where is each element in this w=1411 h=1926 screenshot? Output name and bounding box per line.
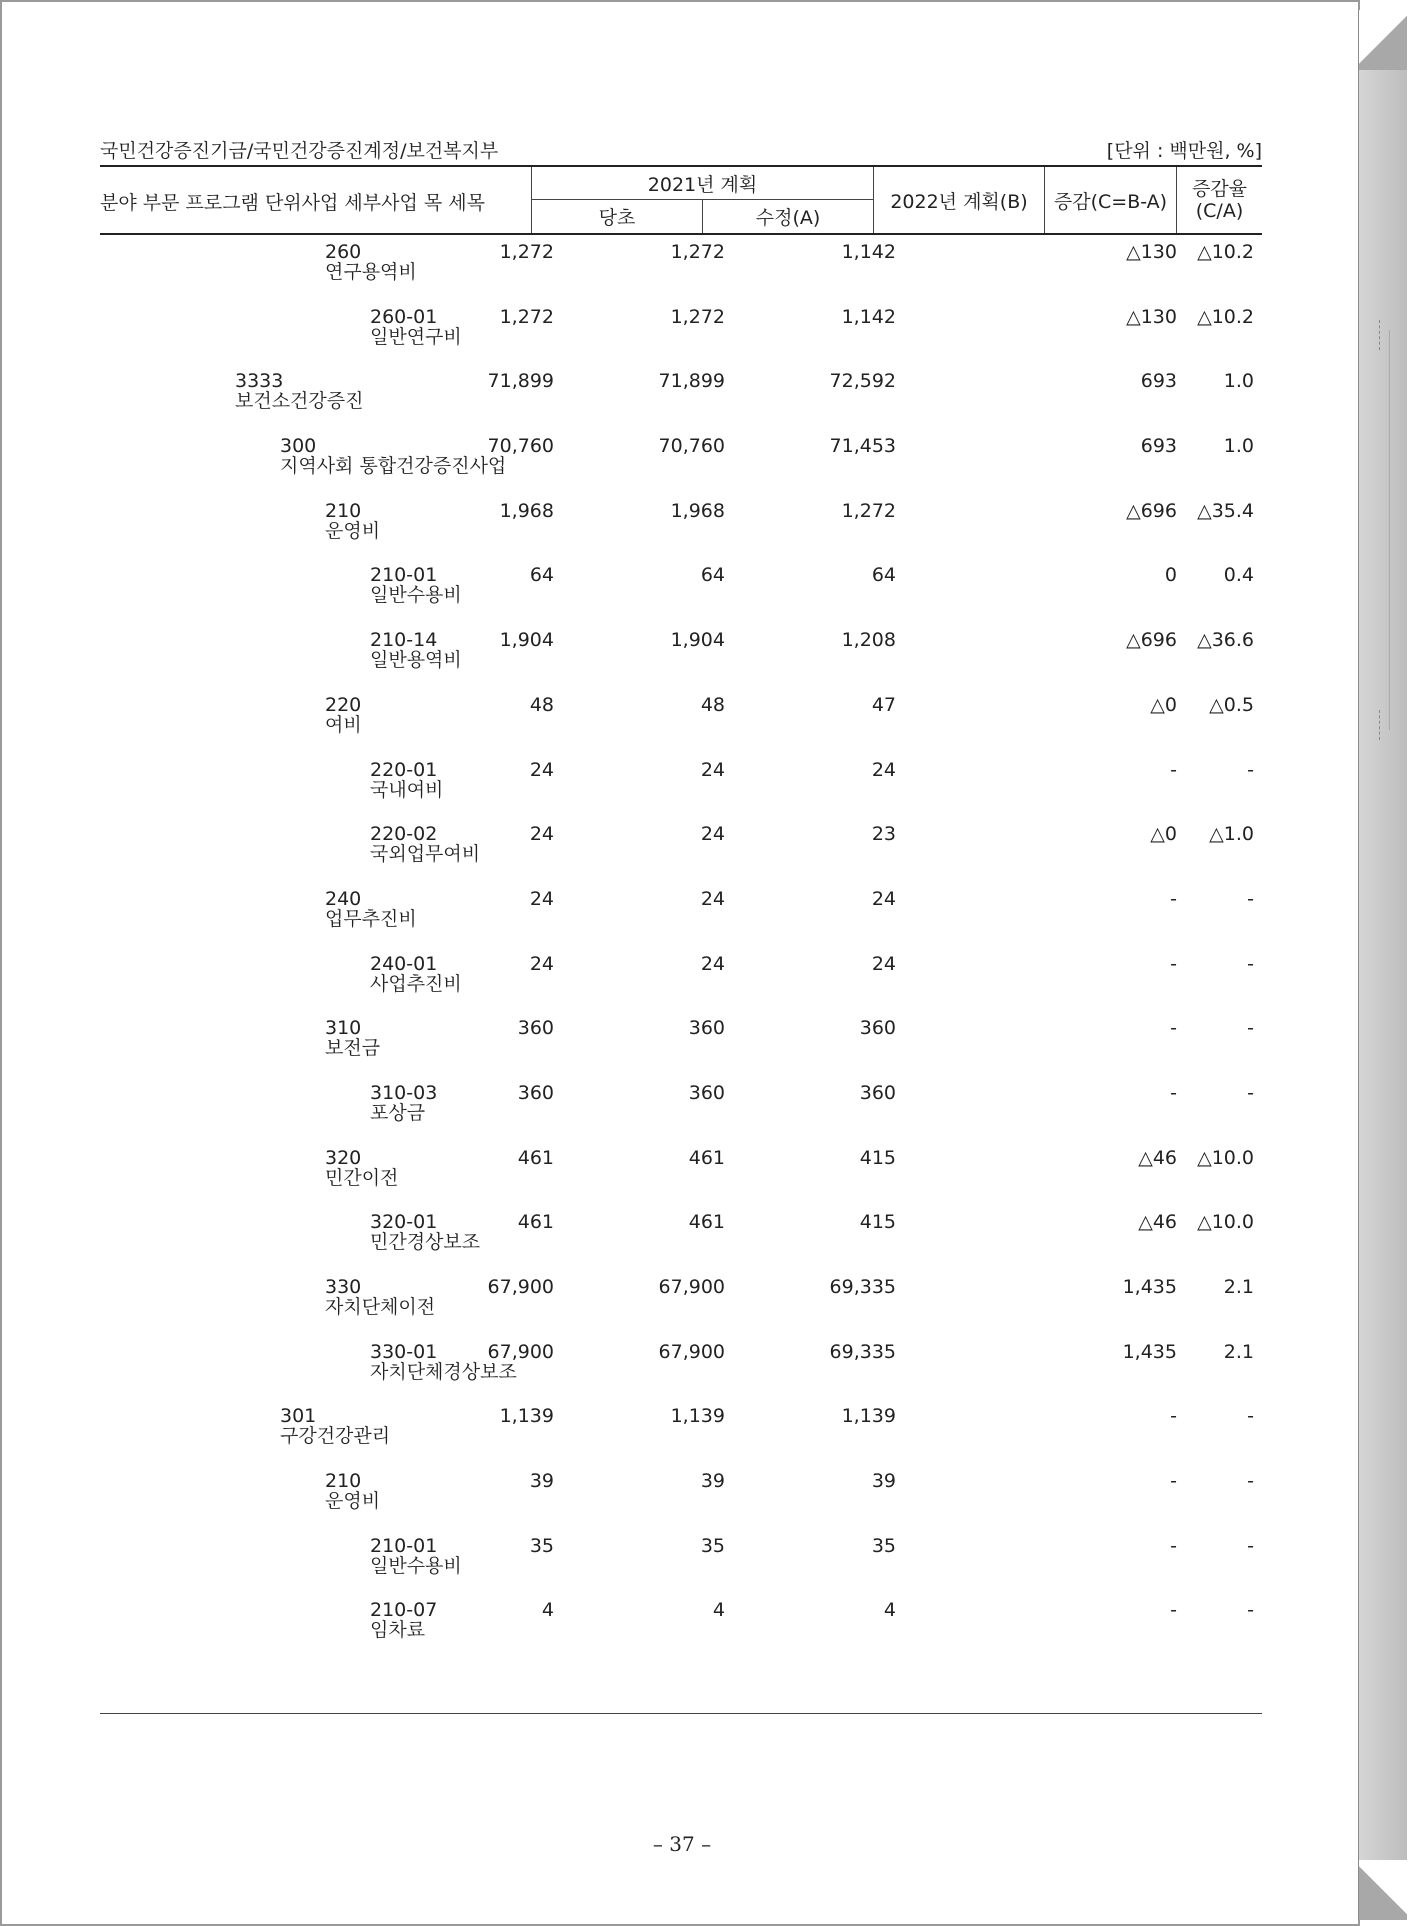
row-revised: 67,900	[658, 1276, 725, 1298]
row-diff: 693	[1140, 435, 1177, 458]
row-initial: 24	[529, 887, 554, 910]
row-rate: -	[1247, 758, 1254, 781]
row-initial: 67,900	[487, 1276, 554, 1298]
row-revised: 64	[700, 564, 725, 587]
row-revised: 360	[688, 1081, 725, 1104]
row-initial: 1,968	[499, 499, 554, 522]
row-diff: △46	[1138, 1146, 1177, 1169]
row-name: 일반용역비	[370, 649, 462, 672]
row-diff: -	[1170, 1081, 1177, 1104]
row-code: 220-02	[370, 823, 438, 846]
row-code: 320-01	[370, 1211, 438, 1234]
header-revised: 수정(A)	[703, 200, 874, 233]
row-rate: △10.2	[1197, 305, 1254, 328]
row-name: 여비	[325, 713, 362, 736]
row-revised: 360	[688, 1017, 725, 1040]
row-code: 330	[325, 1276, 362, 1298]
row-name: 국내여비	[370, 778, 444, 801]
row-diff: -	[1170, 758, 1177, 781]
row-initial: 4	[541, 1599, 554, 1622]
row-code: 320	[325, 1146, 362, 1169]
row-initial: 64	[529, 564, 554, 587]
row-plan-2022: 1,142	[841, 305, 896, 328]
row-name: 민간이전	[325, 1166, 399, 1189]
row-diff: △130	[1126, 305, 1177, 328]
row-revised: 461	[688, 1211, 725, 1234]
row-code: 210-01	[370, 1534, 438, 1557]
row-code: 210-07	[370, 1599, 438, 1622]
row-plan-2022: 415	[859, 1146, 896, 1169]
row-plan-2022: 4	[883, 1599, 896, 1622]
row-initial: 1,904	[499, 629, 554, 652]
table-row	[100, 234, 1262, 299]
row-code: 210	[325, 499, 362, 522]
row-name: 자치단체경상보조	[370, 1360, 517, 1383]
row-diff: -	[1170, 1405, 1177, 1428]
row-diff: △46	[1138, 1211, 1177, 1234]
row-plan-2022: 23	[871, 823, 896, 846]
row-rate: △10.2	[1197, 241, 1254, 263]
row-code: 3333	[235, 370, 284, 393]
header-unit: [단위 : 백만원, %]	[1106, 140, 1262, 162]
row-rate: △1.0	[1209, 823, 1254, 846]
row-diff: 693	[1140, 370, 1177, 393]
table-row	[100, 1463, 1262, 1528]
table-row	[100, 622, 1262, 687]
row-plan-2022: 71,453	[829, 435, 896, 458]
row-revised: 4	[712, 1599, 725, 1622]
row-diff: -	[1170, 1534, 1177, 1557]
table-row	[100, 752, 1262, 817]
header-diff: 증감(C=B-A)	[1045, 167, 1177, 233]
row-code: 210-01	[370, 564, 438, 587]
row-diff: -	[1170, 1017, 1177, 1040]
table-row	[100, 1334, 1262, 1399]
row-initial: 70,760	[487, 435, 554, 458]
edge-mark	[1379, 710, 1380, 740]
row-plan-2022: 69,335	[829, 1276, 896, 1298]
row-initial: 35	[529, 1534, 554, 1557]
row-revised: 24	[700, 952, 725, 975]
bottom-rule	[100, 1713, 1262, 1714]
row-plan-2022: 35	[871, 1534, 896, 1557]
row-name: 일반수용비	[370, 584, 462, 607]
table-row	[100, 428, 1262, 493]
row-revised: 1,904	[670, 629, 725, 652]
row-name: 운영비	[325, 1490, 381, 1513]
row-initial: 39	[529, 1470, 554, 1493]
row-rate: 1.0	[1223, 435, 1254, 458]
row-revised: 24	[700, 823, 725, 846]
row-plan-2022: 64	[871, 564, 896, 587]
row-code: 210	[325, 1470, 362, 1493]
row-rate: △10.0	[1197, 1211, 1254, 1234]
row-plan-2022: 1,139	[841, 1405, 896, 1428]
header-plan-2022: 2022년 계획(B)	[874, 167, 1045, 233]
table-row	[100, 816, 1262, 881]
row-plan-2022: 360	[859, 1017, 896, 1040]
page-fold-bottom	[1359, 1860, 1407, 1920]
row-name: 보건소건강증진	[235, 390, 364, 413]
row-initial: 360	[517, 1017, 554, 1040]
row-rate: -	[1247, 887, 1254, 910]
row-diff: -	[1170, 952, 1177, 975]
row-diff: △0	[1150, 693, 1177, 716]
row-rate: 2.1	[1223, 1276, 1254, 1298]
row-plan-2022: 415	[859, 1211, 896, 1234]
table-header	[100, 165, 1262, 235]
row-code: 301	[280, 1405, 317, 1428]
row-initial: 360	[517, 1081, 554, 1104]
row-code: 300	[280, 435, 317, 458]
table-row	[100, 1140, 1262, 1205]
row-code: 310	[325, 1017, 362, 1040]
row-code: 220-01	[370, 758, 438, 781]
row-revised: 1,272	[670, 305, 725, 328]
row-revised: 461	[688, 1146, 725, 1169]
page-curl-edge	[1358, 10, 1407, 1920]
row-rate: -	[1247, 1599, 1254, 1622]
row-name: 운영비	[325, 519, 381, 542]
row-initial: 67,900	[487, 1340, 554, 1363]
row-plan-2022: 1,142	[841, 241, 896, 263]
row-plan-2022: 47	[871, 693, 896, 716]
page-number: – 37 –	[652, 1832, 712, 1856]
row-initial: 24	[529, 758, 554, 781]
row-plan-2022: 1,272	[841, 499, 896, 522]
row-revised: 24	[700, 758, 725, 781]
row-diff: △130	[1126, 241, 1177, 263]
row-initial: 24	[529, 952, 554, 975]
table-row	[100, 1269, 1262, 1334]
row-rate: △36.6	[1197, 629, 1254, 652]
row-revised: 67,900	[658, 1340, 725, 1363]
row-diff: -	[1170, 887, 1177, 910]
row-rate: -	[1247, 1081, 1254, 1104]
row-rate: -	[1247, 1405, 1254, 1428]
table-row	[100, 1010, 1262, 1075]
row-name: 포상금	[370, 1101, 426, 1124]
table-row	[100, 1398, 1262, 1463]
table-body	[100, 234, 1262, 1657]
table-row	[100, 363, 1262, 428]
row-name: 사업추진비	[370, 972, 462, 995]
header-rate	[1177, 167, 1262, 233]
row-rate: -	[1247, 952, 1254, 975]
row-code: 260	[325, 241, 362, 263]
row-rate: -	[1247, 1534, 1254, 1557]
row-code: 210-14	[370, 629, 438, 652]
row-revised: 48	[700, 693, 725, 716]
row-name: 지역사회 통합건강증진사업	[280, 455, 507, 478]
row-code: 310-03	[370, 1081, 438, 1104]
table-row	[100, 687, 1262, 752]
row-name: 일반수용비	[370, 1554, 462, 1577]
table-row	[100, 946, 1262, 1011]
page-fold-top	[1359, 10, 1407, 70]
header-initial: 당초	[532, 200, 703, 233]
table-row	[100, 493, 1262, 558]
table-row	[100, 1075, 1262, 1140]
row-initial: 1,272	[499, 305, 554, 328]
row-revised: 35	[700, 1534, 725, 1557]
row-revised: 1,968	[670, 499, 725, 522]
row-name: 연구용역비	[325, 261, 417, 283]
row-name: 국외업무여비	[370, 843, 481, 866]
row-diff: 1,435	[1122, 1276, 1177, 1298]
row-rate: 0.4	[1223, 564, 1254, 587]
row-code: 330-01	[370, 1340, 438, 1363]
row-name: 자치단체이전	[325, 1296, 436, 1318]
row-plan-2022: 72,592	[829, 370, 896, 393]
row-code: 240	[325, 887, 362, 910]
row-plan-2022: 24	[871, 952, 896, 975]
row-initial: 461	[517, 1146, 554, 1169]
row-code: 220	[325, 693, 362, 716]
row-revised: 71,899	[658, 370, 725, 393]
row-revised: 39	[700, 1470, 725, 1493]
row-name: 민간경상보조	[370, 1231, 481, 1254]
row-plan-2022: 24	[871, 758, 896, 781]
table-row	[100, 1204, 1262, 1269]
row-name: 임차료	[370, 1619, 426, 1642]
row-diff: 1,435	[1122, 1340, 1177, 1363]
row-diff: 0	[1164, 564, 1177, 587]
row-rate: △0.5	[1209, 693, 1254, 716]
row-name: 업무추진비	[325, 907, 417, 930]
row-plan-2022: 24	[871, 887, 896, 910]
table-row	[100, 881, 1262, 946]
header-field-columns: 분야 부문 프로그램 단위사업 세부사업 목 세목	[100, 167, 532, 233]
row-rate: △35.4	[1197, 499, 1254, 522]
row-rate: -	[1247, 1470, 1254, 1493]
row-name: 보전금	[325, 1037, 381, 1060]
row-initial: 48	[529, 693, 554, 716]
row-name: 구강건강관리	[280, 1425, 391, 1448]
row-revised: 1,272	[670, 241, 725, 263]
row-diff: △696	[1126, 629, 1177, 652]
row-plan-2022: 39	[871, 1470, 896, 1493]
header-rate-line1: 증감율	[1191, 178, 1248, 200]
row-revised: 1,139	[670, 1405, 725, 1428]
row-diff: -	[1170, 1599, 1177, 1622]
row-code: 260-01	[370, 305, 438, 328]
row-initial: 24	[529, 823, 554, 846]
document-header	[100, 136, 1262, 166]
row-revised: 24	[700, 887, 725, 910]
row-code: 240-01	[370, 952, 438, 975]
table-row	[100, 1528, 1262, 1593]
row-rate: -	[1247, 1017, 1254, 1040]
edge-mark	[1379, 320, 1380, 350]
row-initial: 461	[517, 1211, 554, 1234]
row-revised: 70,760	[658, 435, 725, 458]
row-initial: 71,899	[487, 370, 554, 393]
row-plan-2022: 69,335	[829, 1340, 896, 1363]
row-rate: △10.0	[1197, 1146, 1254, 1169]
header-plan-2021: 2021년 계획	[532, 167, 874, 200]
row-diff: -	[1170, 1470, 1177, 1493]
table-row	[100, 1592, 1262, 1657]
header-rate-line2: (C/A)	[1195, 200, 1244, 222]
table-row	[100, 299, 1262, 364]
row-rate: 1.0	[1223, 370, 1254, 393]
row-diff: △696	[1126, 499, 1177, 522]
row-diff: △0	[1150, 823, 1177, 846]
row-initial: 1,272	[499, 241, 554, 263]
header-org-path: 국민건강증진기금/국민건강증진계정/보건복지부	[100, 140, 499, 162]
table-row	[100, 557, 1262, 622]
row-initial: 1,139	[499, 1405, 554, 1428]
row-rate: 2.1	[1223, 1340, 1254, 1363]
row-plan-2022: 360	[859, 1081, 896, 1104]
edge-mark	[1389, 330, 1390, 730]
row-name: 일반연구비	[370, 325, 462, 348]
row-plan-2022: 1,208	[841, 629, 896, 652]
